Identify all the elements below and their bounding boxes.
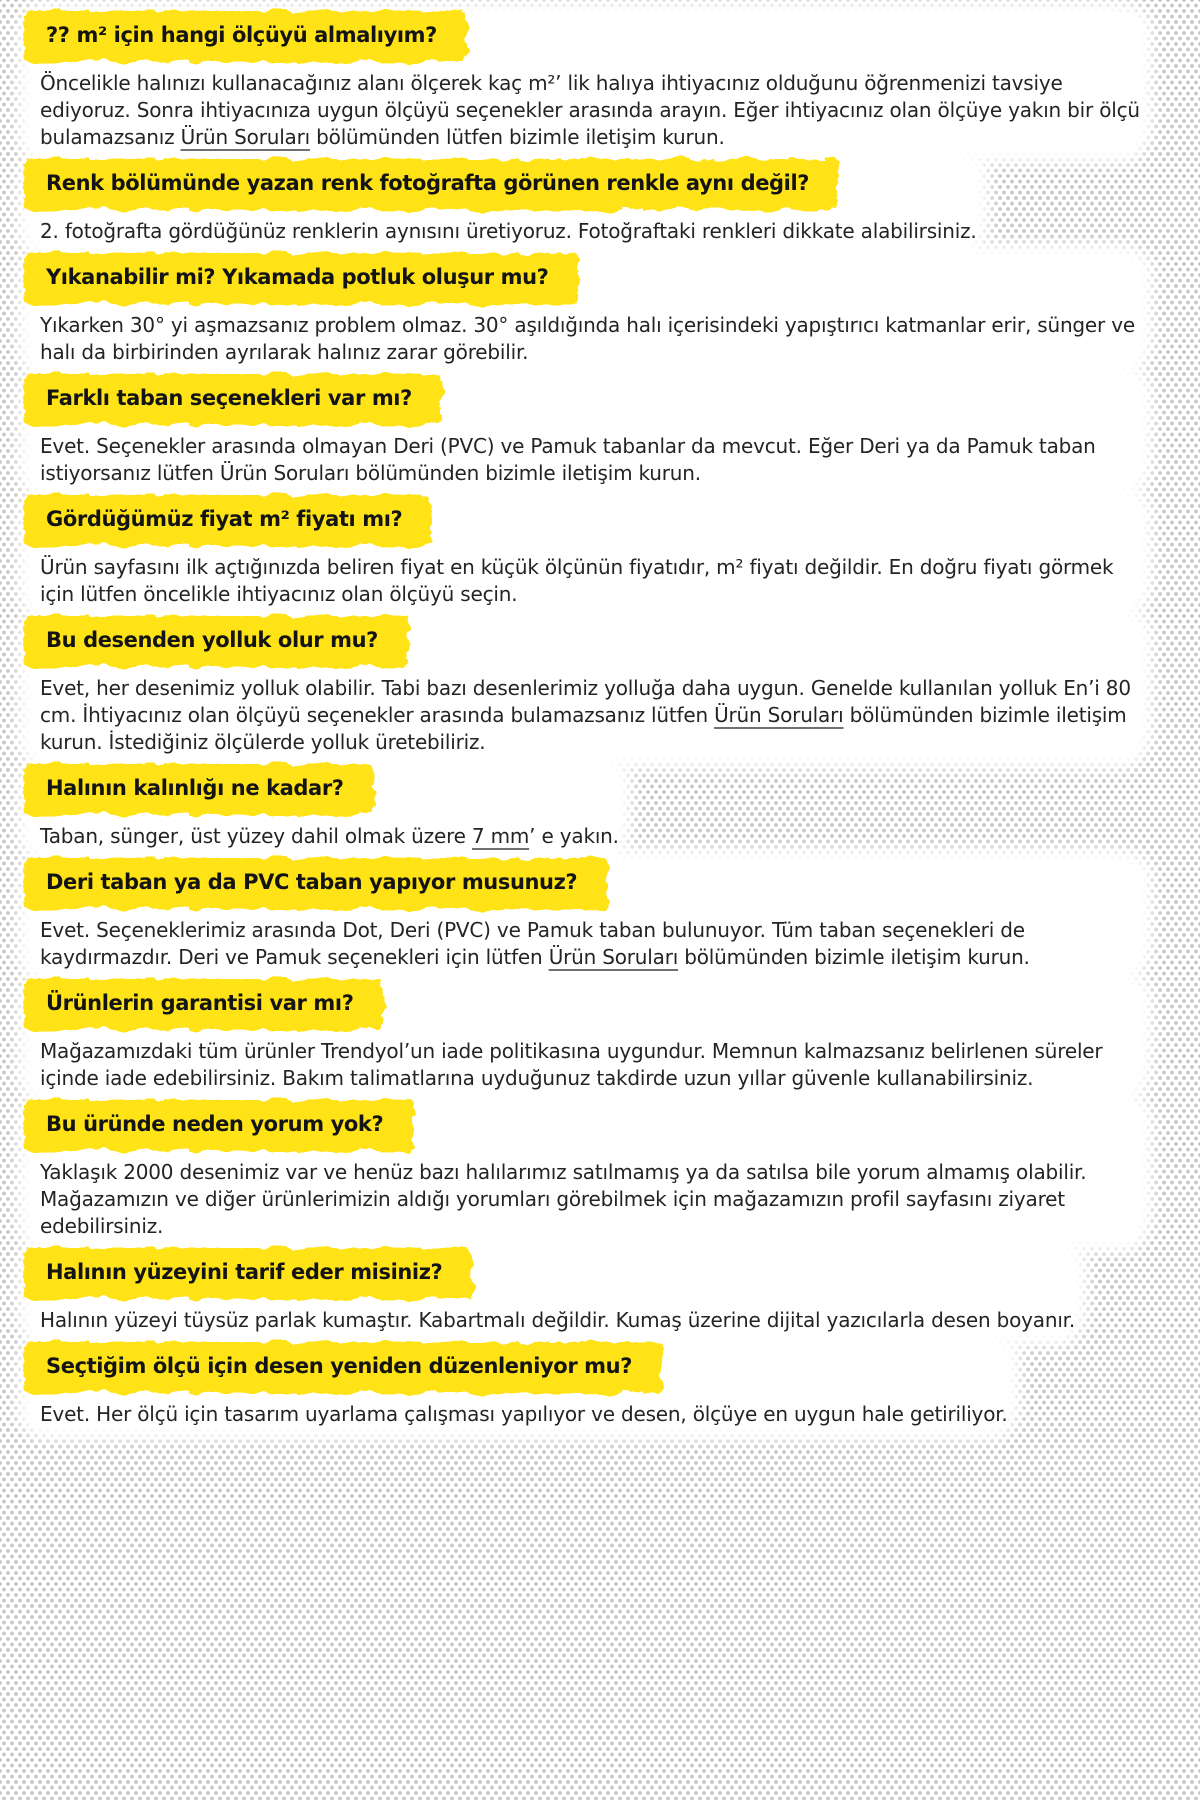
answer-text: ’ e yakın. (529, 824, 619, 848)
answer-text: Yaklaşık 2000 desenimiz var ve henüz bazı halılarımız satılmamış ya da satılsa bile yorum almamış olabilir. Mağazamızın ve diğer ürünlerimizin aldığı yorumları görebilmek için mağazamızın profil sayfasını ziyaret edebilirsiniz. (40, 1160, 1087, 1238)
faq-question-highlight (30, 14, 457, 58)
faq-item (30, 377, 1140, 487)
answer-text: bölümünden lütfen bizimle iletişim kurun. (310, 125, 725, 149)
answer-text: Öncelikle halınızı kullanacağınız alanı ölçerek kaç m²’ lik halıya ihtiyacınız olduğunu öğrenmenizi tavsiye ediyoruz. Sonra ihtiyacınıza uygun ölçüyü seçenekler arasında arayın. Eğer ihtiyacınız olan ölçüye yakın bir ölçü bulamazsanız (40, 71, 1140, 149)
faq-answer (40, 917, 1140, 971)
faq-question-text: ?? m² için hangi ölçüyü almalıyım? (46, 23, 437, 47)
answer-text: Mağazamızdaki tüm ürünler Trendyol’un iade politikasına uygundur. Memnun kalmazsanız belirlenen süreler içinde iade edebilirsiniz. Bakım talimatlarına uyduğunuz takdirde uzun yıllar güvenle kullanabilirsiniz. (40, 1039, 1103, 1090)
faq-item (30, 162, 977, 245)
faq-item (30, 619, 1140, 756)
faq-item (30, 1251, 1075, 1334)
faq-question (30, 619, 1140, 663)
faq-answer (40, 1159, 1140, 1240)
faq-question-text: Gördüğümüz fiyat m² fiyatı mı? (46, 507, 403, 531)
faq-item (30, 498, 1140, 608)
underlined-phrase: Ürün Soruları (548, 945, 679, 969)
faq-question (30, 1345, 1008, 1389)
faq-question-highlight (30, 1103, 403, 1147)
faq-question (30, 377, 1140, 421)
faq-question-text: Seçtiğim ölçü için desen yeniden düzenleniyor mu? (46, 1354, 632, 1378)
faq-question-highlight (30, 982, 373, 1026)
answer-text: Evet. Her ölçü için tasarım uyarlama çalışması yapılıyor ve desen, ölçüye en uygun hale getiriliyor. (40, 1402, 1008, 1426)
faq-question-highlight (30, 162, 829, 206)
answer-text: 2. fotoğrafta gördüğünüz renklerin aynısını üretiyoruz. Fotoğraftaki renkleri dikkate alabilirsiniz. (40, 219, 977, 243)
faq-answer (40, 218, 977, 245)
faq-question-text: Halının yüzeyini tarif eder misiniz? (46, 1260, 443, 1284)
faq-answer (40, 1307, 1075, 1334)
faq-question-text: Ürünlerin garantisi var mı? (46, 991, 354, 1015)
faq-item (30, 14, 1140, 151)
faq-question-highlight (30, 498, 422, 542)
faq-answer (40, 312, 1140, 366)
faq-item (30, 861, 1140, 971)
answer-text: Taban, sünger, üst yüzey dahil olmak üzere (40, 824, 472, 848)
faq-question (30, 982, 1140, 1026)
answer-text: Evet. Seçenekler arasında olmayan Deri (PVC) ve Pamuk tabanlar da mevcut. Eğer Deri ya da Pamuk taban istiyorsanız lütfen Ürün Soruları bölümünden bizimle iletişim kurun. (40, 434, 1096, 485)
faq-question (30, 767, 619, 811)
faq-item (30, 982, 1140, 1092)
faq-item (30, 1345, 1008, 1428)
answer-text: Ürün sayfasını ilk açtığınızda beliren fiyat en küçük ölçünün fiyatıdır, m² fiyatı değildir. En doğru fiyatı görmek için lütfen öncelikle ihtiyacınız olan ölçüyü seçin. (40, 555, 1114, 606)
faq-answer (40, 823, 619, 850)
faq-question-highlight (30, 767, 364, 811)
faq-question-text: Renk bölümünde yazan renk fotoğrafta görünen renkle aynı değil? (46, 171, 810, 195)
faq-question (30, 162, 977, 206)
faq-question-highlight (30, 377, 432, 421)
answer-text: bölümünden bizimle iletişim kurun. İstediğiniz ölçülerde yolluk üretebiliriz. (40, 703, 1127, 754)
underlined-phrase: Ürün Soruları (714, 703, 844, 727)
faq-question (30, 498, 1140, 542)
faq-question (30, 1251, 1075, 1295)
faq-item (30, 1103, 1140, 1240)
faq-question-highlight (30, 1251, 462, 1295)
faq-answer (40, 1038, 1140, 1092)
faq-question-highlight (30, 256, 568, 300)
faq-item (30, 256, 1140, 366)
faq-question (30, 1103, 1140, 1147)
faq-answer (40, 433, 1140, 487)
faq-answer (40, 675, 1140, 756)
answer-text: Evet, her desenimiz yolluk olabilir. Tabi bazı desenlerimiz yolluğa daha uygun. Genelde kullanılan yolluk En’i 80 cm. İhtiyacınız olan ölçüyü seçenekler arasında bulamazsanız lütfen (40, 676, 1131, 727)
answer-text: bölümünden bizimle iletişim kurun. (678, 945, 1030, 969)
underlined-phrase: Ürün Soruları (180, 125, 310, 149)
faq-question-text: Yıkanabilir mi? Yıkamada potluk oluşur mu? (46, 265, 549, 289)
faq-question-highlight (30, 619, 398, 663)
faq-question (30, 861, 1140, 905)
faq-answer (40, 554, 1140, 608)
faq-question-text: Bu üründe neden yorum yok? (46, 1112, 384, 1136)
faq-question-highlight (30, 861, 597, 905)
faq-answer (40, 1401, 1008, 1428)
answer-text: Yıkarken 30° yi aşmazsanız problem olmaz. 30° aşıldığında halı içerisindeki yapıştırıcı katmanlar erir, sünger ve halı da birbirinden ayrılarak halınız zarar görebilir. (40, 313, 1135, 364)
faq-question-text: Deri taban ya da PVC taban yapıyor musunuz? (46, 870, 578, 894)
faq-question-text: Bu desenden yolluk olur mu? (46, 628, 378, 652)
faq-question-text: Halının kalınlığı ne kadar? (46, 776, 344, 800)
underlined-phrase: 7 mm (471, 824, 530, 848)
faq-question (30, 256, 1140, 300)
faq-answer (40, 70, 1140, 151)
faq-question (30, 14, 1140, 58)
answer-text: Evet. Seçeneklerimiz arasında Dot, Deri (PVC) ve Pamuk taban bulunuyor. Tüm taban seçenekleri de kaydırmazdır. Deri ve Pamuk seçenekleri için lütfen (40, 918, 1025, 969)
faq-item (30, 767, 619, 850)
faq-question-text: Farklı taban seçenekleri var mı? (46, 386, 412, 410)
answer-text: Halının yüzeyi tüysüz parlak kumaştır. Kabartmalı değildir. Kumaş üzerine dijital yazıcılarla desen boyanır. (40, 1308, 1076, 1332)
faq-question-highlight (30, 1345, 652, 1389)
